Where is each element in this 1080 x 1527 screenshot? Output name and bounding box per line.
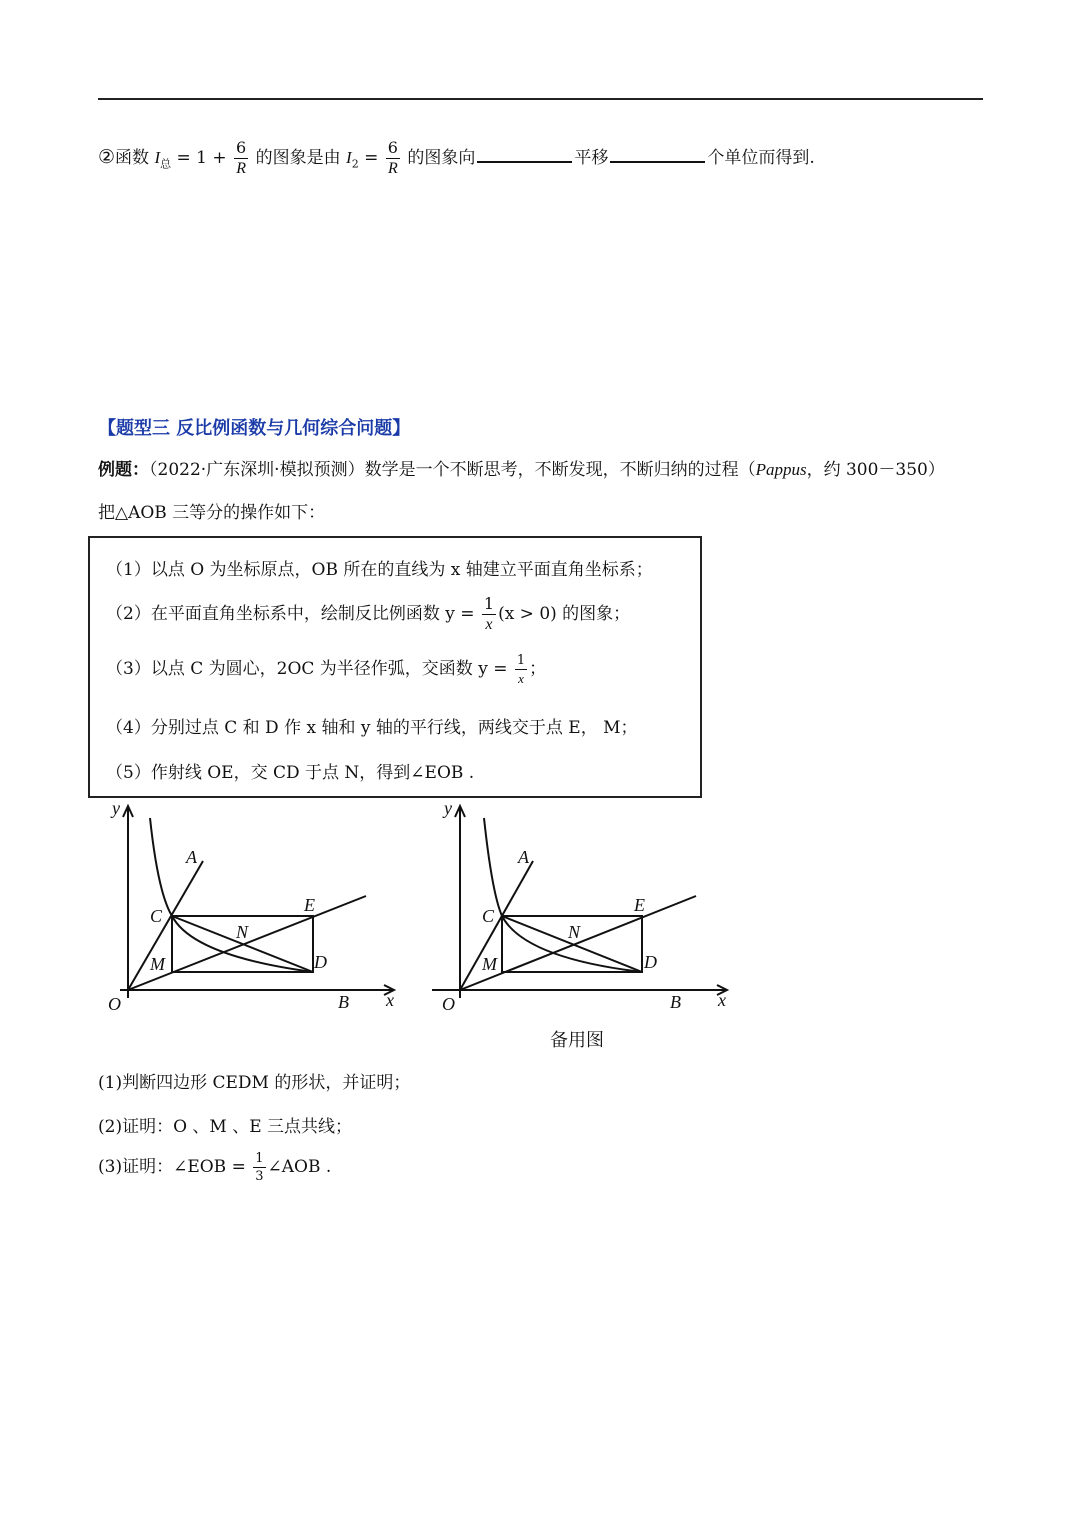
figure-caption: 备用图 bbox=[550, 1030, 604, 1051]
label-d: D bbox=[644, 952, 657, 972]
label-y: y bbox=[112, 798, 120, 818]
question-3: (3)证明：∠EOB = $\frac{1}{3}$ ∠AOB . bbox=[98, 1151, 332, 1184]
example-line-2: 把△AOB 三等分的操作如下： bbox=[98, 503, 326, 523]
label-y: y bbox=[444, 798, 452, 818]
label-x: x bbox=[386, 990, 394, 1010]
label-c: C bbox=[150, 906, 163, 926]
fraction-6-over-r-2: $\frac{6}{R}$ bbox=[387, 138, 398, 177]
circle-number: ② bbox=[98, 146, 116, 168]
ray-oe bbox=[128, 896, 366, 990]
label-m: M bbox=[150, 954, 165, 974]
geometry-figure-backup bbox=[428, 798, 738, 1020]
ray-oe bbox=[460, 896, 696, 990]
label-b: B bbox=[338, 992, 349, 1012]
step-1: （1）以点 O 为坐标原点，OB 所在的直线为 x 轴建立平面直角坐标系； bbox=[106, 560, 653, 580]
label-e: E bbox=[634, 895, 645, 915]
top-rule bbox=[98, 98, 983, 100]
label-o: O bbox=[442, 994, 455, 1014]
fraction-1-over-x: $\frac{1}{x}$ bbox=[483, 594, 495, 633]
fraction-6-over-r: $\frac{6}{R}$ bbox=[236, 138, 247, 177]
step-4: （4）分别过点 C 和 D 作 x 轴和 y 轴的平行线，两线交于点 E， M； bbox=[106, 718, 638, 738]
section-heading: 【题型三 反比例函数与几何综合问题】 bbox=[98, 418, 411, 439]
label-e: E bbox=[304, 895, 315, 915]
label-n: N bbox=[236, 922, 249, 942]
question-2: (2)证明：O 、M 、E 三点共线； bbox=[98, 1117, 353, 1137]
fraction-1-over-x-small: $\frac{1}{x}$ bbox=[516, 653, 526, 686]
label-b: B bbox=[670, 992, 681, 1012]
label-d: D bbox=[314, 952, 327, 972]
ray-oa bbox=[128, 861, 203, 990]
problem-line-2: ②函数 $I_总 = 1$ + $\frac{6}{R}$ 的图象是由 $I_2$ = $\frac{6}{R}$ 的图象向 平移 个单位而得到. bbox=[98, 138, 815, 177]
example-label: 例题： bbox=[98, 460, 149, 480]
label-o: O bbox=[108, 994, 121, 1014]
step-5: （5）作射线 OE，交 CD 于点 N，得到∠EOB . bbox=[106, 763, 475, 783]
step-2: （2）在平面直角坐标系中，绘制反比例函数 y = $\frac{1}{x}$ (x > 0) 的图象； bbox=[106, 594, 631, 633]
step-3: （3）以点 C 为圆心，2OC 为半径作弧，交函数 y = $\frac{1}{x}$ ； bbox=[106, 653, 547, 686]
geometry-figure-main bbox=[98, 798, 408, 1020]
label-c: C bbox=[482, 906, 495, 926]
example-line-1: 例题：（2022·广东深圳·模拟预测）数学是一个不断思考，不断发现，不断归纳的过程（Pappus，约 300－350） bbox=[98, 460, 945, 480]
question-1: (1)判断四边形 CEDM 的形状，并证明； bbox=[98, 1073, 411, 1093]
label-n: N bbox=[568, 922, 581, 942]
answer-blank-units[interactable] bbox=[610, 147, 705, 163]
label-a: A bbox=[518, 847, 529, 867]
fraction-1-over-3: $\frac{1}{3}$ bbox=[255, 1151, 264, 1184]
label-a: A bbox=[186, 847, 197, 867]
label-x: x bbox=[718, 990, 726, 1010]
label-m: M bbox=[482, 954, 497, 974]
answer-blank-direction[interactable] bbox=[477, 147, 572, 163]
